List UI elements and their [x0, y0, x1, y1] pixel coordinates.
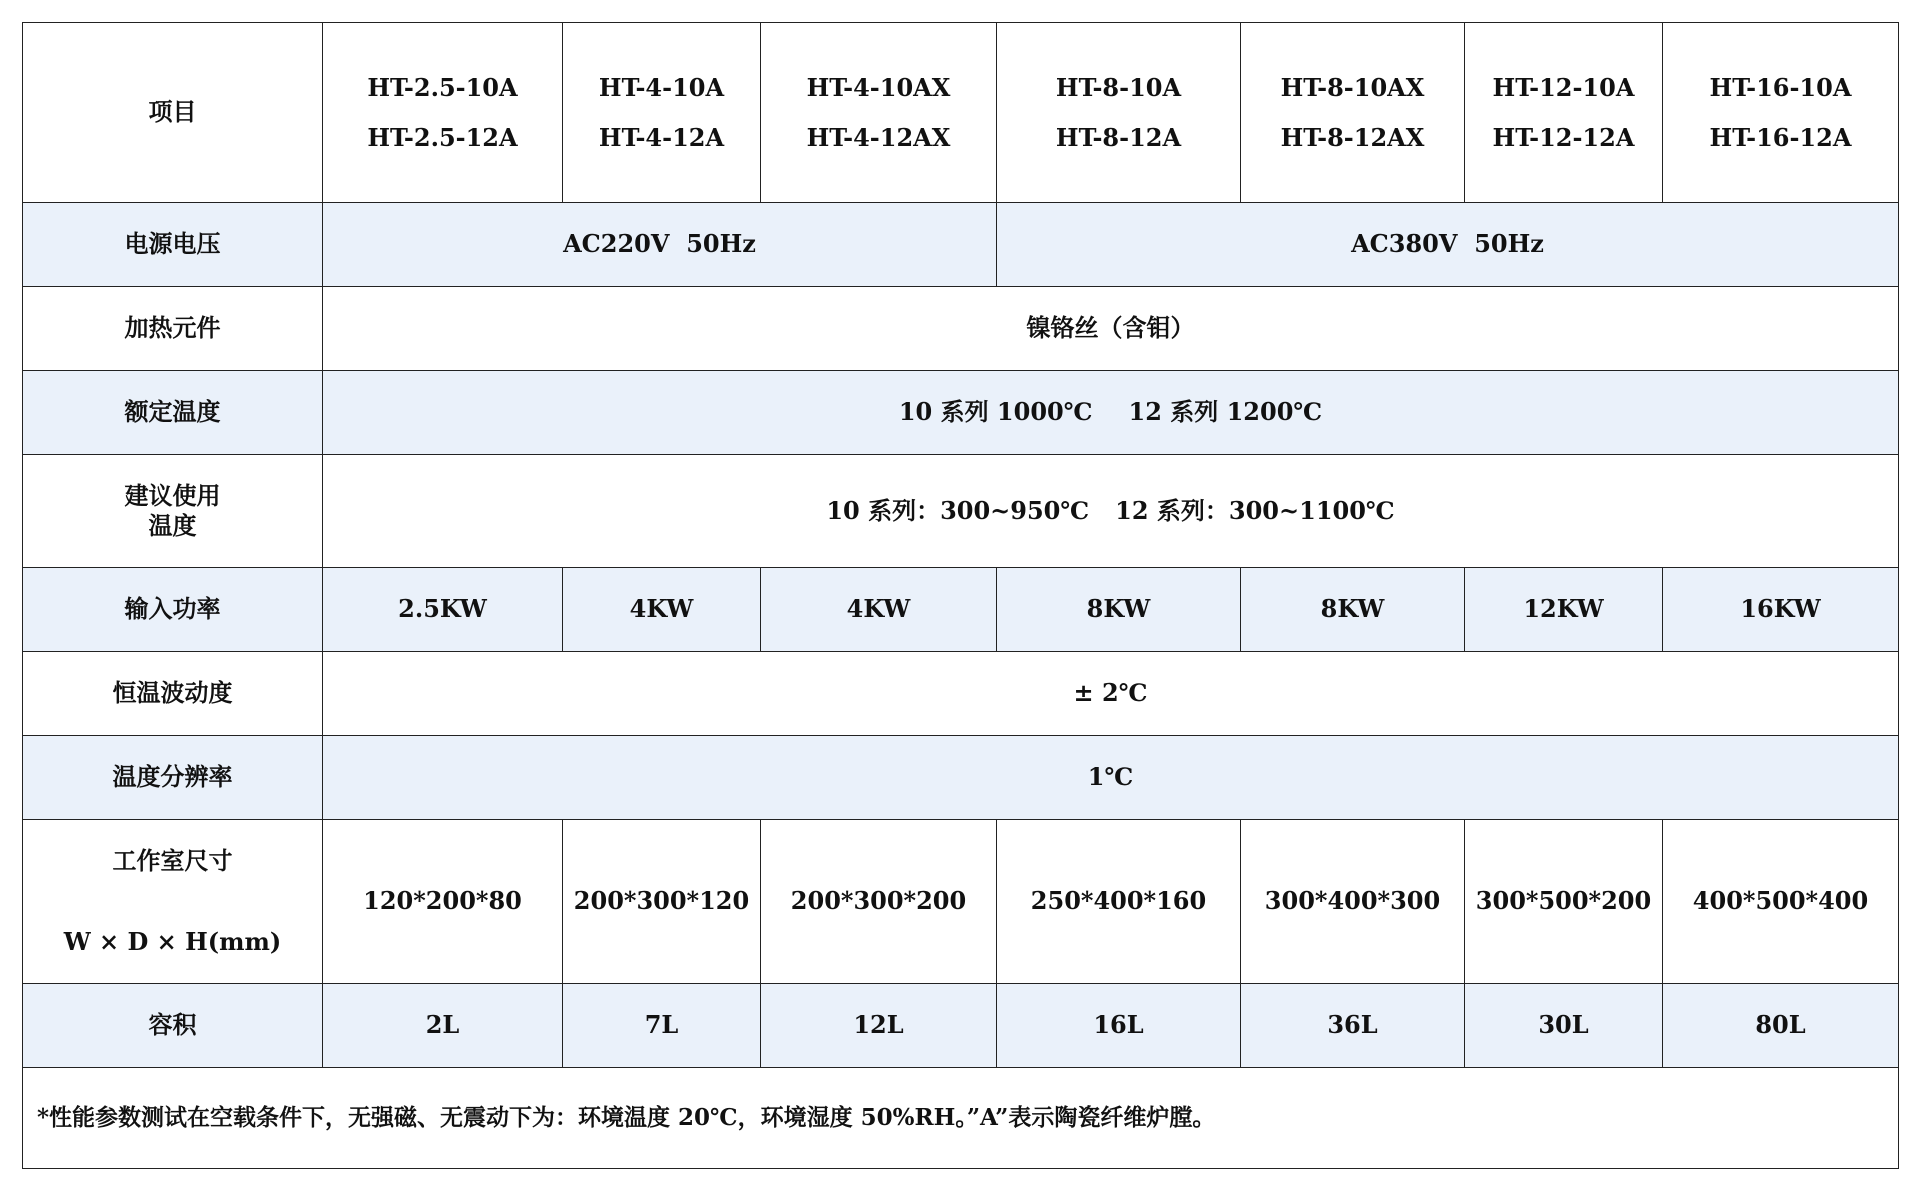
model-12-name: HT-4-12A — [598, 122, 725, 152]
model-cell — [1663, 23, 1899, 203]
power-value: 8KW — [1241, 568, 1465, 652]
voltage-row — [23, 203, 1899, 287]
resolution-label: 温度分辨率 — [23, 736, 323, 820]
fluctuation-row — [23, 652, 1899, 736]
model-12-name: HT-2.5-12A — [367, 122, 518, 152]
suggested-temp-label-line1: 建议使用 — [124, 481, 221, 510]
heating-value: 镍铬丝（含钼） — [323, 287, 1899, 371]
power-value: 4KW — [563, 568, 761, 652]
power-value: 4KW — [761, 568, 997, 652]
chamber-value: 300*500*200 — [1465, 820, 1663, 984]
model-10-name: HT-8-10A — [1055, 72, 1182, 102]
chamber-row — [23, 820, 1899, 984]
volume-value: 36L — [1241, 984, 1465, 1068]
chamber-value: 400*500*400 — [1663, 820, 1899, 984]
volume-value: 80L — [1663, 984, 1899, 1068]
resolution-value: 1℃ — [323, 736, 1899, 820]
model-10-name: HT-12-10A — [1492, 72, 1635, 102]
power-label: 输入功率 — [23, 568, 323, 652]
heating-row — [23, 287, 1899, 371]
volume-value: 7L — [563, 984, 761, 1068]
model-12-name: HT-8-12A — [1055, 122, 1182, 152]
model-cell — [997, 23, 1241, 203]
fluctuation-label: 恒温波动度 — [23, 652, 323, 736]
volume-value: 16L — [997, 984, 1241, 1068]
power-value: 2.5KW — [323, 568, 563, 652]
suggested-temp-10: 10 系列：300~950℃ — [826, 495, 1090, 525]
volume-value: 30L — [1465, 984, 1663, 1068]
chamber-value: 250*400*160 — [997, 820, 1241, 984]
rated-temp-12: 12 系列 1200℃ — [1128, 397, 1323, 427]
power-value: 16KW — [1663, 568, 1899, 652]
rated-temp-row — [23, 371, 1899, 455]
suggested-temp-12: 12 系列：300~1100℃ — [1115, 495, 1395, 525]
power-row — [23, 568, 1899, 652]
chamber-value: 200*300*200 — [761, 820, 997, 984]
model-cell — [1465, 23, 1663, 203]
model-10-name: HT-16-10A — [1709, 72, 1852, 102]
model-10-name: HT-4-10AX — [806, 72, 951, 102]
rated-temp-10: 10 系列 1000℃ — [898, 397, 1093, 427]
chamber-value: 300*400*300 — [1241, 820, 1465, 984]
suggested-temp-label — [23, 455, 323, 568]
chamber-value: 120*200*80 — [323, 820, 563, 984]
heating-label: 加热元件 — [23, 287, 323, 371]
fluctuation-value: ± 2℃ — [323, 652, 1899, 736]
model-cell — [761, 23, 997, 203]
model-cell — [563, 23, 761, 203]
voltage-220-value: AC220V 50Hz — [323, 203, 997, 287]
spec-table — [22, 22, 1899, 1169]
voltage-380-value: AC380V 50Hz — [997, 203, 1899, 287]
chamber-label — [23, 820, 323, 984]
chamber-label-line2: W × D × H(mm) — [63, 926, 282, 956]
resolution-row — [23, 736, 1899, 820]
model-10-name: HT-2.5-10A — [367, 72, 518, 102]
model-10-name: HT-4-10A — [598, 72, 725, 102]
chamber-label-line1: 工作室尺寸 — [112, 845, 233, 875]
model-12-name: HT-8-12AX — [1280, 122, 1425, 152]
model-12-name: HT-16-12A — [1709, 122, 1852, 152]
suggested-temp-value — [323, 455, 1899, 568]
model-12-name: HT-4-12AX — [806, 122, 951, 152]
model-cell — [1241, 23, 1465, 203]
chamber-value: 200*300*120 — [563, 820, 761, 984]
header-label: 项目 — [23, 23, 323, 203]
rated-temp-label: 额定温度 — [23, 371, 323, 455]
model-10-name: HT-8-10AX — [1280, 72, 1425, 102]
volume-row — [23, 984, 1899, 1068]
volume-value: 12L — [761, 984, 997, 1068]
power-value: 12KW — [1465, 568, 1663, 652]
suggested-temp-row — [23, 455, 1899, 568]
voltage-label: 电源电压 — [23, 203, 323, 287]
model-cell — [323, 23, 563, 203]
model-12-name: HT-12-12A — [1492, 122, 1635, 152]
rated-temp-value — [323, 371, 1899, 455]
footnote: *性能参数测试在空载条件下，无强磁、无震动下为：环境温度 20℃，环境湿度 50%RH。”A”表示陶瓷纤维炉膛。 — [23, 1068, 1899, 1169]
note-row — [23, 1068, 1899, 1169]
volume-value: 2L — [323, 984, 563, 1068]
suggested-temp-label-line2: 温度 — [148, 511, 197, 540]
power-value: 8KW — [997, 568, 1241, 652]
volume-label: 容积 — [23, 984, 323, 1068]
header-row — [23, 23, 1899, 203]
